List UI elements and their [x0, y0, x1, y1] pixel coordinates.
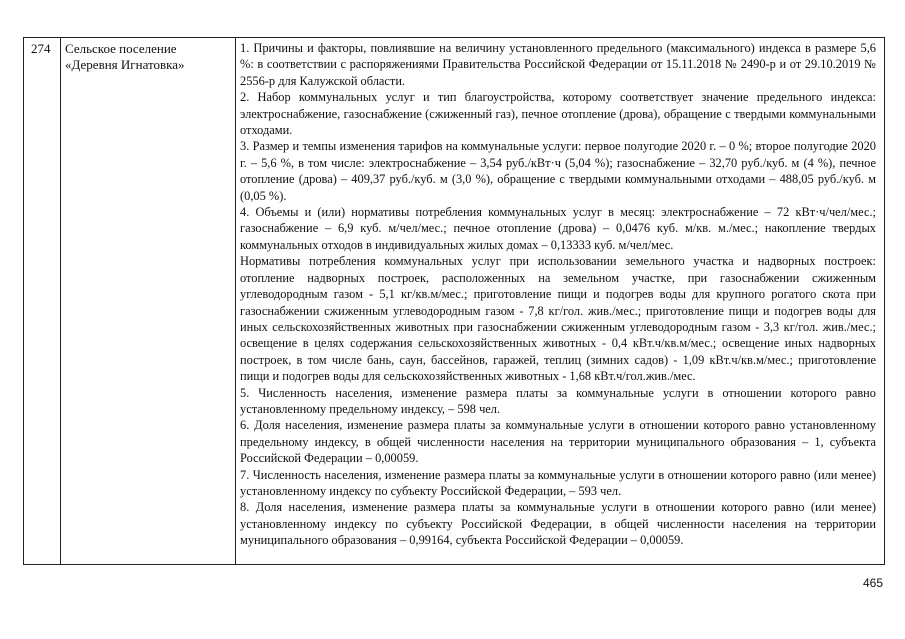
description-cell — [236, 38, 884, 564]
settlement-name-line1: Сельское поселение — [65, 41, 177, 56]
settlement-name-line2: «Деревня Игнатовка» — [65, 57, 185, 72]
paragraph-1: 1. Причины и факторы, повлиявшие на величину установленного предельного (максимального) индекса в размере 5,6 %: в соответствии с распоряжениями Правительства Российской Федерации от 15.11.2018 № 2490-р и от 29.10.2019 № 2556-р для Калужской области. — [240, 41, 876, 88]
row-number: 274 — [24, 38, 61, 564]
document-table-row — [23, 37, 885, 565]
paragraph-7: 7. Численность населения, изменение размера платы за коммунальные услуги в отношении которого равно (или менее) установленному индексу по субъекту Российской Федерации, – 593 чел. — [240, 467, 876, 498]
settlement-name-cell — [61, 38, 236, 564]
paragraph-8: 8. Доля населения, изменение размера платы за коммунальные услуги в отношении которого равно (или менее) установленному индексу по субъекту Российской Федерации, в общей численности населения на территории муниципального образования – 0,99164, субъекта Российской Федерации – 0,00059. — [240, 500, 876, 548]
paragraph-5: 5. Численность населения, изменение размера платы за коммунальные услуги в отношении которого равно установленному предельному индексу, – 598 чел. — [240, 385, 876, 416]
paragraph-6: 6. Доля населения, изменение размера платы за коммунальные услуги в отношении которого равно установленному предельному индексу, в общей численности населения на территории муниципального образования – 1, субъекта Российской Федерации – 0,00059. — [240, 418, 876, 466]
paragraph-3: 3. Размер и темпы изменения тарифов на коммунальные услуги: первое полугодие 2020 г. – 0 %; второе полугодие 2020 г. – 5,6 %, в том числе: электроснабжение – 3,54 руб./кВт·ч (5,04 %); газоснабжение – 32,70 руб./куб. м (4 %), печное отопление (дрова) – 409,37 руб./куб. м (3,0 %), обращение с твердыми коммунальными отходами – 488,05 руб./куб. м (0,05 %). — [240, 139, 876, 203]
paragraph-norms: Нормативы потребления коммунальных услуг при использовании земельного участка и надворных построек: отопление надворных построек, расположенных на земельном участке, при газоснабжении сжиженным углеводородным газом - 5,1 кг/кв.м/мес.; приготовление пищи и подогрев воды для крупного рогатого скота при газоснабжении сжиженным углеводородным газом - 7,8 кг/гол. жив./мес.; приготовление пищи и подогрев воды для иных сельскохозяйственных животных при газоснабжении сжиженным углеводородным газом - 3,3 кг/гол. жив./мес.; освещение в целях содержания сельскохозяйственных животных - 0,4 кВт.ч/кв.м/мес.; освещение иных надворных построек, в том числе бань, саун, бассейнов, гаражей, теплиц (зимних садов) - 1,09 кВт.ч/кв.м/мес.; приготовление пищи и подогрев воды для сельскохозяйственных животных - 1,68 кВт.ч/гол.жив./мес. — [240, 254, 876, 384]
paragraph-2: 2. Набор коммунальных услуг и тип благоустройства, которому соответствует значение предельного индекса: электроснабжение, газоснабжение (сжиженный газ), печное отопление (дрова), обращение с твердыми коммунальными отходами. — [240, 90, 876, 138]
paragraph-4: 4. Объемы и (или) нормативы потребления коммунальных услуг в месяц: электроснабжение – 72 кВт·ч/чел/мес.; газоснабжение – 6,9 куб. м/чел/мес.; печное отопление (дрова) – 0,0476 куб. м/кв. м./мес.; накопление твердых коммунальных отходов в индивидуальных жилых домах – 0,13333 куб. м/чел/мес. — [240, 205, 876, 252]
page-number: 465 — [862, 576, 883, 590]
